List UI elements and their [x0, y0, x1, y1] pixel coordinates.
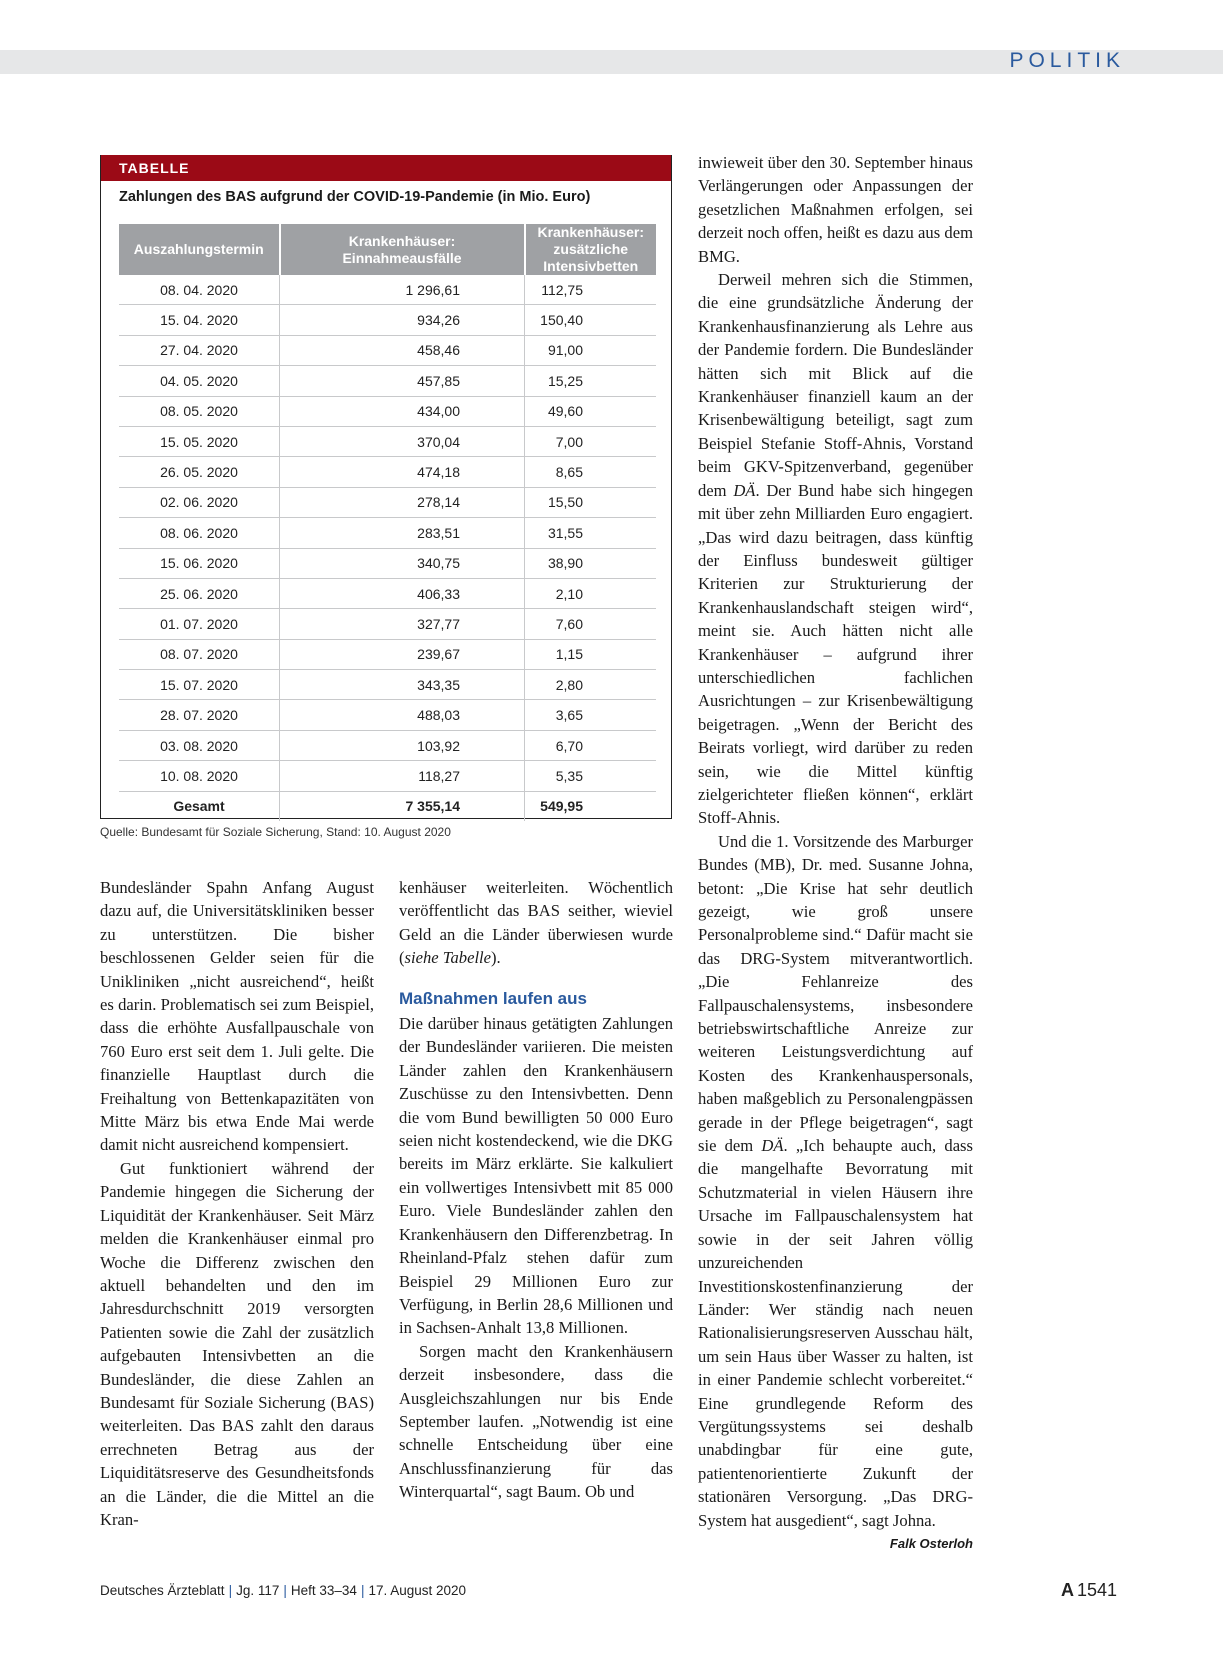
- paragraph: Derweil mehren sich die Stimmen, die eine grundsätzliche Änderung der Krankenhausfinanzierung als Lehre aus der Pandemie fordern. Die Bundesländer hätten sich mit Blick auf die Krankenhäuser finanziell kaum an der Krisenbewältigung beteiligt, sagt zum Beispiel Stefanie Stoff-Ahnis, Vorstand beim GKV-Spitzenverband, gegenüber dem DÄ. Der Bund habe sich hingegen mit über zehn Milliarden Euro engagiert. „Das wird dazu beitragen, dass künftig der Einfluss bundesweit gültiger Kriterien zur Strukturierung der Krankenhauslandschaft steigen wird“, meint sie. Auch hätten nicht alle Krankenhäuser – aufgrund ihrer unterschiedlichen fachlichen Ausrichtungen – zur Krisenbewältigung beigetragen. „Wenn der Bericht des Beirats vorliegt, wird darüber zu reden sein, wie die Mittel künftig zielgerichteter fließen können“, erklärt Stoff-Ahnis.: [698, 270, 973, 828]
- icu-beds-cell: 38,90: [525, 548, 657, 578]
- paragraph: inwieweit über den 30. September hinaus Verlängerungen oder Anpassungen der gesetzlichen Maßnahmen erfolgen, sei derzeit noch offen, heißt es dazu aus dem BMG.: [698, 153, 973, 266]
- issue: Heft 33–34: [290, 1583, 357, 1598]
- table-source: Quelle: Bundesamt für Soziale Sicherung, Stand: 10. August 2020: [100, 825, 451, 839]
- date-cell: 08. 07. 2020: [119, 639, 280, 669]
- icu-beds-cell: 15,50: [525, 487, 657, 517]
- page-number: A 1541: [1060, 1580, 1117, 1600]
- date-cell: Gesamt: [119, 791, 280, 821]
- table-row: [119, 609, 656, 639]
- icu-beds-cell: 8,65: [525, 457, 657, 487]
- revenue-loss-cell: 343,35: [280, 670, 525, 700]
- date-cell: 08. 06. 2020: [119, 518, 280, 548]
- column-header-revenue-loss: Krankenhäuser: Einnahmeausfälle: [280, 224, 525, 275]
- icu-beds-cell: 1,15: [525, 639, 657, 669]
- date-cell: 01. 07. 2020: [119, 609, 280, 639]
- icu-beds-cell: 150,40: [525, 305, 657, 335]
- icu-beds-cell: 3,65: [525, 700, 657, 730]
- icu-beds-cell: 7,00: [525, 426, 657, 456]
- date-cell: 28. 07. 2020: [119, 700, 280, 730]
- paragraph: Die darüber hinaus getätigten Zahlungen der Bundesländer variieren. Die meisten Länder zahlen den Krankenhäusern Zuschüsse zu den Intensivbetten. Denn die vom Bund bewilligten 50 000 Euro seien nicht kostendeckend, wie die DKG bereits im März erklärte. Sie kalkuliert ein vollwertiges Intensivbett mit 85 000 Euro. Viele Bundesländer zahlen den Krankenhäusern den Differenzbetrag. In Rheinland-Pfalz stehen dafür zum Beispiel 29 Millionen Euro zur Verfügung, in Berlin 28,6 Millionen und in Sachsen-Anhalt 13,8 Millionen.: [399, 1014, 673, 1338]
- icu-beds-cell: 49,60: [525, 396, 657, 426]
- date-cell: 03. 08. 2020: [119, 730, 280, 760]
- table-row: [119, 578, 656, 608]
- table-row: [119, 700, 656, 730]
- table-row: [119, 305, 656, 335]
- column-header-icu-beds: Krankenhäuser: zusätzliche Intensivbetten: [525, 224, 657, 275]
- icu-beds-cell: 31,55: [525, 518, 657, 548]
- revenue-loss-cell: 370,04: [280, 426, 525, 456]
- volume: Jg. 117: [236, 1583, 280, 1598]
- table-row: [119, 366, 656, 396]
- article-column-left: [100, 876, 374, 1531]
- icu-beds-cell: 5,35: [525, 761, 657, 791]
- paragraph: Bundesländer Spahn Anfang August dazu auf, die Universitätskliniken besser zu unterstützen. Die bisher beschlossenen Gelder seien für die Unikliniken „nicht ausreichend“, heißt es darin. Problematisch sei zum Beispiel, dass die erhöhte Ausfallpauschale von 760 Euro erst seit dem 1. Juli gelte. Die finanzielle Hauptlast durch die Freihaltung von Bettenkapazitäten von Mitte März bis etwa Ende Mai werde damit nicht ausreichend kompensiert.: [100, 878, 374, 1155]
- date-cell: 10. 08. 2020: [119, 761, 280, 791]
- article-column-right: [698, 151, 973, 1555]
- revenue-loss-cell: 406,33: [280, 578, 525, 608]
- icu-beds-cell: 549,95: [540, 798, 583, 815]
- journal-name: Deutsches Ärzteblatt: [100, 1583, 225, 1598]
- table-total-row: [119, 791, 656, 821]
- icu-beds-cell: 2,80: [525, 670, 657, 700]
- revenue-loss-cell: 118,27: [280, 761, 525, 791]
- revenue-loss-cell: 457,85: [280, 366, 525, 396]
- revenue-loss-cell: 283,51: [280, 518, 525, 548]
- date-cell: 04. 05. 2020: [119, 366, 280, 396]
- revenue-loss-cell: 327,77: [280, 609, 525, 639]
- paragraph: Gut funktioniert während der Pandemie hingegen die Sicherung der Liquidität der Krankenhäuser. Seit März melden die Krankenhäuser einmal pro Woche die Differenz zwischen den aktuell behandelten und den im Jahresdurchschnitt 2019 versorgten Patienten sowie die Zahl der zusätzlich aufgebauten Intensivbetten an die Bundesländer, die diese Zahlen an Bundesamt für Soziale Sicherung (BAS) weiterleiten. Das BAS zahlt den daraus errechneten Betrag aus der Liquiditätsreserve des Gesundheitsfonds an die Länder, die die Mittel an die Kran-: [100, 1158, 374, 1529]
- icu-beds-cell: 2,10: [525, 578, 657, 608]
- column-header-date: Auszahlungstermin: [119, 224, 280, 275]
- icu-beds-cell: 91,00: [525, 335, 657, 365]
- icu-beds-cell: 7,60: [525, 609, 657, 639]
- subheading: Maßnahmen laufen aus: [399, 988, 587, 1008]
- table-row: [119, 670, 656, 700]
- date-cell: 27. 04. 2020: [119, 335, 280, 365]
- revenue-loss-cell: 340,75: [280, 548, 525, 578]
- table-title: Zahlungen des BAS aufgrund der COVID-19-Pandemie (in Mio. Euro): [119, 189, 591, 205]
- section-label: POLITIK: [1009, 49, 1125, 72]
- table-row: [119, 761, 656, 791]
- date-cell: 25. 06. 2020: [119, 578, 280, 608]
- article-column-middle: [399, 876, 673, 1504]
- paragraph: Sorgen macht den Krankenhäusern derzeit insbesondere, dass die Ausgleichszahlungen nur bis Ende September laufen. „Notwendig ist eine schnelle Entscheidung über eine Anschlussfinanzierung für das Winterquartal“, sagt Baum. Ob und: [399, 1341, 673, 1502]
- issue-date: 17. August 2020: [368, 1583, 467, 1598]
- icu-beds-cell: 6,70: [525, 730, 657, 760]
- revenue-loss-cell: 474,18: [280, 457, 525, 487]
- date-cell: 15. 06. 2020: [119, 548, 280, 578]
- table-tag: TABELLE: [101, 155, 671, 181]
- date-cell: 15. 05. 2020: [119, 426, 280, 456]
- revenue-loss-cell: 934,26: [280, 305, 525, 335]
- author-byline: Falk Osterloh: [889, 1535, 973, 1551]
- table-row: [119, 518, 656, 548]
- date-cell: 02. 06. 2020: [119, 487, 280, 517]
- icu-beds-cell: 112,75: [525, 275, 657, 305]
- revenue-loss-cell: 488,03: [280, 700, 525, 730]
- date-cell: 08. 04. 2020: [119, 275, 280, 305]
- table-row: [119, 548, 656, 578]
- revenue-loss-cell: 458,46: [280, 335, 525, 365]
- footer: Deutsches Ärzteblatt | Jg. 117 | Heft 33–34 | 17. August 2020: [100, 1583, 467, 1598]
- table-row: [119, 335, 656, 365]
- revenue-loss-cell: 278,14: [280, 487, 525, 517]
- paragraph: kenhäuser weiterleiten. Wöchentlich veröffentlicht das BAS seither, wieviel Geld an die Länder überwiesen wurde (siehe Tabelle).: [399, 878, 673, 968]
- date-cell: 15. 04. 2020: [119, 305, 280, 335]
- table-header-row: [119, 224, 656, 275]
- table-row: [119, 275, 656, 305]
- date-cell: 08. 05. 2020: [119, 396, 280, 426]
- table-row: [119, 639, 656, 669]
- icu-beds-cell: 15,25: [525, 366, 657, 396]
- table-row: [119, 457, 656, 487]
- table-row: [119, 487, 656, 517]
- table-row: [119, 396, 656, 426]
- table-row: [119, 730, 656, 760]
- revenue-loss-cell: 1 296,61: [280, 275, 525, 305]
- payments-table: [119, 224, 656, 821]
- table-row: [119, 426, 656, 456]
- table-reference: siehe Tabelle: [404, 948, 492, 968]
- date-cell: 15. 07. 2020: [119, 670, 280, 700]
- table-box: [100, 155, 672, 819]
- revenue-loss-cell: 239,67: [280, 639, 525, 669]
- revenue-loss-cell: 434,00: [280, 396, 525, 426]
- date-cell: 26. 05. 2020: [119, 457, 280, 487]
- revenue-loss-cell: 7 355,14: [280, 791, 525, 821]
- revenue-loss-cell: 103,92: [280, 730, 525, 760]
- paragraph: Und die 1. Vorsitzende des Marburger Bundes (MB), Dr. med. Susanne Johna, betont: „Die Krise hat sehr deutlich gezeigt, wie groß unsere Personalprobleme sind.“ Dafür macht sie das DRG-System mitverantwortlich. „Die Fehlanreize des Fallpauschalensystems, insbesondere betriebswirtschaftliche Anreize zur weiteren Leistungsverdichtung auf Kosten des Krankenhauspersonals, haben maßgeblich zu Personalengpässen gerade in der Pflege beigetragen“, sagt sie dem DÄ. „Ich behaupte auch, dass die mangelhafte Bevorratung mit Schutzmaterial in vielen Häusern ihre Ursache im Fallpauschalensystem hat sowie in der seit Jahren völlig unzureichenden Investitionskostenfinanzierung der Länder: Wer ständig nach neuen Rationalisierungsreserven Ausschau hält, um sein Haus über Wasser zu halten, ist in einer Pandemie schlecht vorbereitet.“ Eine grundlegende Reform des Vergütungssystems sei deshalb unabdingbar für eine gute, patientenorientierte Zukunft der stationären Versorgung. „Das DRG-System hat ausgedient“, sagt Johna. Falk Osterloh: [698, 830, 973, 1532]
